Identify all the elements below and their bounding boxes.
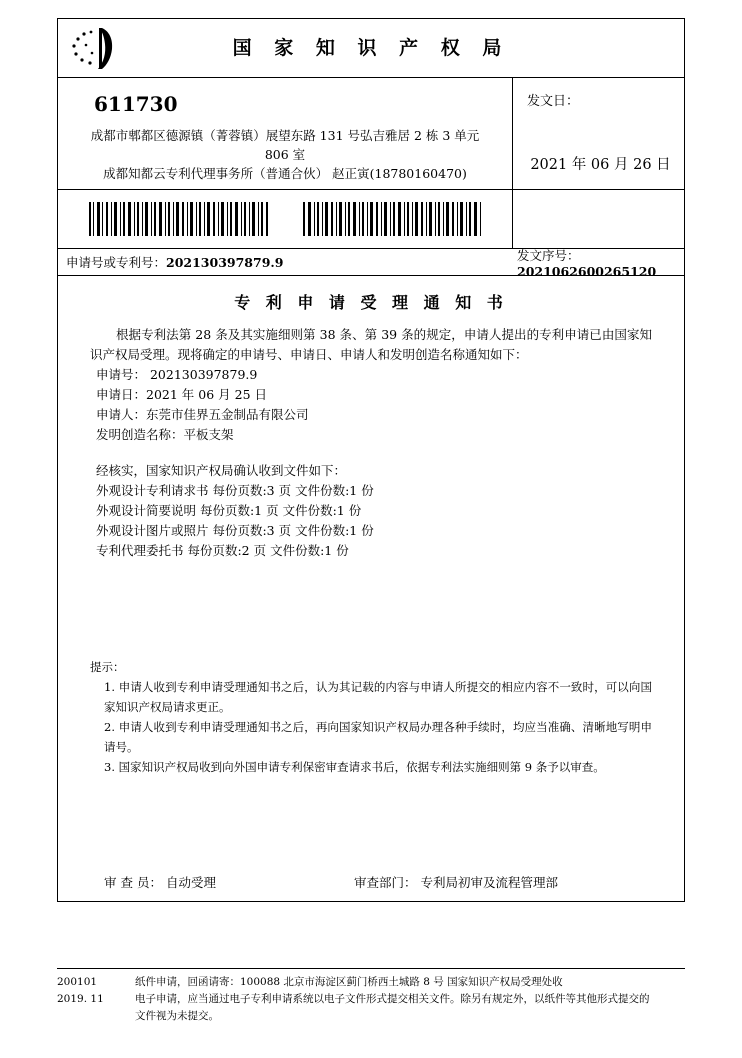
document-header xyxy=(58,19,684,78)
barcode-row xyxy=(58,190,684,249)
department-block xyxy=(354,873,652,891)
application-number-cell xyxy=(58,253,513,271)
field-line: 申请号： 202130397879.9 xyxy=(96,367,258,382)
application-number-value: 202130397879.9 xyxy=(166,255,284,270)
field-line: 发明创造名称：平板支架 xyxy=(96,427,234,442)
application-number-label: 申请号或专利号： xyxy=(66,255,167,270)
confirm-line: 经核实，国家知识产权局确认收到文件如下： xyxy=(96,463,347,478)
document-item: 外观设计图片或照片 每份页数:3 页 文件份数:1 份 xyxy=(96,523,374,538)
address-line: 成都市郫都区德源镇（菁蓉镇）展望东路 131 号弘吉雅居 2 栋 3 单元 xyxy=(90,128,480,143)
examiner-value: 自动受理 xyxy=(165,875,216,890)
signature-row xyxy=(90,873,652,891)
footer-code-line: 2019. 11 xyxy=(57,993,104,1005)
dispatch-number-cell xyxy=(513,246,684,279)
footer-text-line: 电子申请，应当通过电子专利申请系统以电子文件形式提交相关文件。除另有规定外，以纸件等其他形式提交的 xyxy=(135,993,650,1005)
examiner-block xyxy=(104,873,354,891)
tips-item: 1. 申请人收到专利申请受理通知书之后，认为其记载的内容与申请人所提交的相应内容不一致时，可以向国家知识产权局请求更正。 xyxy=(104,680,652,714)
cnipa-emblem-icon xyxy=(68,25,130,71)
department-label: 审查部门： xyxy=(354,875,417,890)
document-body xyxy=(58,276,684,901)
spacer xyxy=(90,445,652,461)
number-row xyxy=(58,247,684,279)
footer-code-line: 200101 xyxy=(57,976,98,988)
dispatch-date-value: 2021 年 06 月 26 日 xyxy=(530,157,671,173)
tips-section xyxy=(90,657,652,777)
field-line: 申请日：2021 年 06 月 25 日 xyxy=(96,387,267,402)
dispatch-number-label: 发文序号： xyxy=(517,247,580,263)
examiner-label: 审 查 员： xyxy=(104,875,162,890)
document-item: 外观设计专利请求书 每份页数:3 页 文件份数:1 份 xyxy=(96,483,374,498)
dispatch-date-label: 发文日： xyxy=(527,94,580,109)
tips-title: 提示： xyxy=(90,660,125,674)
document-item: 专利代理委托书 每份页数:2 页 文件份数:1 份 xyxy=(96,543,349,558)
address-date-row xyxy=(58,78,684,190)
address-line: 成都知都云专利代理事务所（普通合伙） 赵正寅(18780160470) xyxy=(103,166,467,181)
barcode-cell xyxy=(58,190,513,248)
document-item: 外观设计简要说明 每份页数:1 页 文件份数:1 份 xyxy=(96,503,362,518)
barcode-dispatch-number-icon xyxy=(302,202,482,236)
barcode-blank-cell xyxy=(513,190,684,248)
footer-text-line: 纸件申请，回函请寄：100088 北京市海淀区蓟门桥西土城路 8 号 国家知识产权局受理处收 xyxy=(135,976,563,988)
notice-paragraph: 根据专利法第 28 条及其实施细则第 38 条、第 39 条的规定，申请人提出的专利申请已由国家知识产权局受理。现将确定的申请号、申请日、申请人和发明创造名称通知如下： xyxy=(90,327,652,362)
receipt-number: 611730 xyxy=(94,92,178,116)
barcode-application-number-icon xyxy=(89,202,269,236)
notice-title: 专 利 申 请 受 理 通 知 书 xyxy=(234,293,508,312)
footer-text-line: 文件视为未提交。 xyxy=(135,1010,219,1022)
page-title: 国 家 知 识 产 权 局 xyxy=(232,37,510,59)
tips-item: 2. 申请人收到专利申请受理通知书之后，再向国家知识产权局办理各种手续时，均应当准确、清晰地写明申请号。 xyxy=(104,720,652,754)
footer-text xyxy=(135,974,685,1025)
footer-codes xyxy=(57,974,135,1025)
address-line: 806 室 xyxy=(264,147,306,162)
department-value: 专利局初审及流程管理部 xyxy=(420,875,559,890)
field-line: 申请人：东莞市佳界五金制品有限公司 xyxy=(96,407,309,422)
notice-document xyxy=(57,18,685,902)
dispatch-number-value: 2021062600265120 xyxy=(517,263,657,279)
document-footer xyxy=(57,968,685,1025)
dispatch-date-block xyxy=(513,78,684,189)
tips-item: 3. 国家知识产权局收到向外国申请专利保密审查请求书后，依据专利法实施细则第 9 条予以审查。 xyxy=(104,760,605,774)
addressee-block xyxy=(58,78,513,189)
